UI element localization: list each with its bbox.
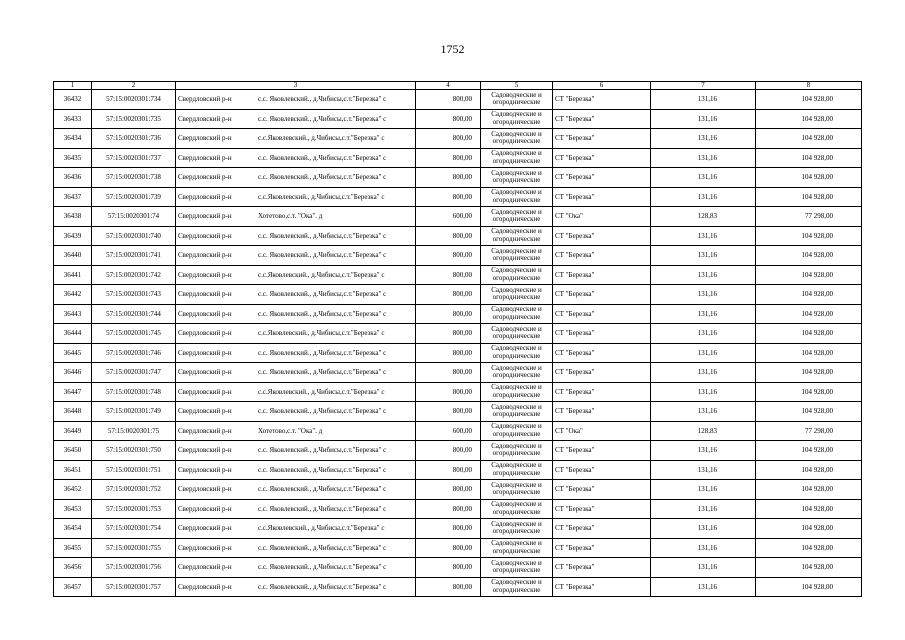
district-text: Свердловский р-н	[178, 153, 232, 162]
area-cell: 800,00	[416, 304, 481, 324]
land-use-cell: Садоводческие и огороднические	[481, 148, 553, 168]
organization-cell: СТ "Березка"	[553, 324, 651, 344]
land-use-cell: Садоводческие и огороднические	[481, 499, 553, 519]
row-number-cell: 36453	[54, 499, 92, 519]
organization-cell: СТ "Березка"	[553, 402, 651, 422]
organization-cell: СТ "Ока"	[553, 207, 651, 227]
table-row	[54, 499, 862, 519]
locality-text: с.с. Яковлевский., д.Чибисы,с.т."Березка" с	[258, 543, 387, 552]
unit-price-cell: 131,16	[651, 304, 756, 324]
area-cell: 800,00	[416, 363, 481, 383]
table-row	[54, 246, 862, 266]
address-cell	[176, 324, 416, 344]
district-text: Свердловский р-н	[178, 270, 232, 279]
table-row	[54, 168, 862, 188]
area-cell: 800,00	[416, 226, 481, 246]
address-cell	[176, 207, 416, 227]
cadastral-number-cell: 57:15:0020301:742	[92, 265, 176, 285]
unit-price-cell: 131,16	[651, 519, 756, 539]
land-use-cell: Садоводческие и огороднические	[481, 109, 553, 129]
cadastral-number-cell: 57:15:0020301:754	[92, 519, 176, 539]
organization-cell: СТ "Березка"	[553, 519, 651, 539]
district-text: Свердловский р-н	[178, 504, 232, 513]
cadastral-value-cell: 104 928,00	[756, 343, 862, 363]
table-row	[54, 519, 862, 539]
row-number-cell: 36456	[54, 558, 92, 578]
district-text: Свердловский р-н	[178, 192, 232, 201]
table-row	[54, 558, 862, 578]
cadastral-number-cell: 57:15:0020301:734	[92, 90, 176, 110]
cadastral-value-cell: 104 928,00	[756, 148, 862, 168]
table-body	[54, 90, 862, 597]
table-row	[54, 460, 862, 480]
address-cell	[176, 109, 416, 129]
area-cell: 800,00	[416, 148, 481, 168]
locality-text: с.с. Яковлевский., д.Чибисы,с.т."Березка" с	[258, 563, 387, 572]
district-text: Свердловский р-н	[178, 290, 232, 299]
address-cell	[176, 363, 416, 383]
land-use-cell: Садоводческие и огороднические	[481, 577, 553, 597]
column-header: 1	[54, 82, 92, 90]
locality-text: с.с. Яковлевский., д.Чибисы,с.т."Березка" с	[258, 153, 387, 162]
row-number-cell: 36438	[54, 207, 92, 227]
land-use-cell: Садоводческие и огороднические	[481, 285, 553, 305]
cadastral-number-cell: 57:15:0020301:74	[92, 207, 176, 227]
locality-text: с.с. Яковлевский., д.Чибисы,с.т."Березка" с	[258, 504, 387, 513]
row-number-cell: 36447	[54, 382, 92, 402]
row-number-cell: 36437	[54, 187, 92, 207]
area-cell: 800,00	[416, 285, 481, 305]
cadastral-value-cell: 104 928,00	[756, 460, 862, 480]
unit-price-cell: 131,16	[651, 129, 756, 149]
area-cell: 800,00	[416, 402, 481, 422]
land-use-cell: Садоводческие и огороднические	[481, 343, 553, 363]
unit-price-cell: 131,16	[651, 538, 756, 558]
row-number-cell: 36457	[54, 577, 92, 597]
organization-cell: СТ "Березка"	[553, 109, 651, 129]
organization-cell: СТ "Березка"	[553, 382, 651, 402]
locality-text: с.с. Яковлевский., д.Чибисы,с.т."Березка" с	[258, 582, 387, 591]
unit-price-cell: 131,16	[651, 285, 756, 305]
row-number-cell: 36448	[54, 402, 92, 422]
cadastral-value-cell: 104 928,00	[756, 499, 862, 519]
organization-cell: СТ "Березка"	[553, 558, 651, 578]
district-text: Свердловский р-н	[178, 329, 232, 338]
table-row	[54, 129, 862, 149]
area-cell: 800,00	[416, 382, 481, 402]
land-use-cell: Садоводческие и огороднические	[481, 207, 553, 227]
land-use-cell: Садоводческие и огороднические	[481, 129, 553, 149]
unit-price-cell: 131,16	[651, 324, 756, 344]
row-number-cell: 36454	[54, 519, 92, 539]
area-cell: 800,00	[416, 460, 481, 480]
row-number-cell: 36446	[54, 363, 92, 383]
locality-text: с.с. Яковлевский., д.Чибисы,с.т."Березка" с	[258, 114, 387, 123]
land-use-cell: Садоводческие и огороднические	[481, 460, 553, 480]
land-use-cell: Садоводческие и огороднические	[481, 402, 553, 422]
organization-cell: СТ "Березка"	[553, 187, 651, 207]
unit-price-cell: 131,16	[651, 187, 756, 207]
table-row	[54, 343, 862, 363]
cadastral-number-cell: 57:15:0020301:75	[92, 421, 176, 441]
cadastral-value-cell: 104 928,00	[756, 265, 862, 285]
organization-cell: СТ "Березка"	[553, 441, 651, 461]
district-text: Свердловский р-н	[178, 426, 232, 435]
district-text: Свердловский р-н	[178, 231, 232, 240]
column-number-row	[54, 82, 862, 90]
area-cell: 800,00	[416, 441, 481, 461]
land-use-cell: Садоводческие и огороднические	[481, 421, 553, 441]
address-cell	[176, 480, 416, 500]
unit-price-cell: 131,16	[651, 441, 756, 461]
table-row	[54, 480, 862, 500]
locality-text: с.с.Яковлевский., д.Чибисы,с.т."Березка" с	[258, 192, 385, 201]
locality-text: с.с. Яковлевский., д.Чибисы,с.т."Березка" с	[258, 290, 387, 299]
address-cell	[176, 441, 416, 461]
address-cell	[176, 90, 416, 110]
organization-cell: СТ "Березка"	[553, 460, 651, 480]
row-number-cell: 36436	[54, 168, 92, 188]
cadastral-value-cell: 104 928,00	[756, 324, 862, 344]
district-text: Свердловский р-н	[178, 407, 232, 416]
unit-price-cell: 128,83	[651, 421, 756, 441]
organization-cell: СТ "Березка"	[553, 577, 651, 597]
organization-cell: СТ "Березка"	[553, 363, 651, 383]
organization-cell: СТ "Березка"	[553, 129, 651, 149]
locality-text: с.с. Яковлевский., д.Чибисы,с.т."Березка" с	[258, 309, 387, 318]
land-use-cell: Садоводческие и огороднические	[481, 90, 553, 110]
row-number-cell: 36443	[54, 304, 92, 324]
address-cell	[176, 343, 416, 363]
address-cell	[176, 577, 416, 597]
cadastral-number-cell: 57:15:0020301:746	[92, 343, 176, 363]
unit-price-cell: 131,16	[651, 226, 756, 246]
address-cell	[176, 304, 416, 324]
locality-text: с.с. Яковлевский., д.Чибисы,с.т."Березка" с	[258, 407, 387, 416]
unit-price-cell: 131,16	[651, 558, 756, 578]
column-header: 3	[176, 82, 416, 90]
cadastral-number-cell: 57:15:0020301:757	[92, 577, 176, 597]
address-cell	[176, 499, 416, 519]
address-cell	[176, 129, 416, 149]
address-cell	[176, 519, 416, 539]
row-number-cell: 36444	[54, 324, 92, 344]
unit-price-cell: 131,16	[651, 148, 756, 168]
table-row	[54, 538, 862, 558]
column-header: 8	[756, 82, 862, 90]
table-row	[54, 324, 862, 344]
table-row	[54, 577, 862, 597]
cadastral-number-cell: 57:15:0020301:740	[92, 226, 176, 246]
district-text: Свердловский р-н	[178, 134, 232, 143]
cadastral-value-cell: 104 928,00	[756, 441, 862, 461]
table-row	[54, 187, 862, 207]
cadastral-value-cell: 104 928,00	[756, 402, 862, 422]
locality-text: с.с. Яковлевский., д.Чибисы,с.т."Березка" с	[258, 368, 387, 377]
page-number: 1752	[440, 42, 465, 56]
cadastral-value-cell: 104 928,00	[756, 285, 862, 305]
area-cell: 800,00	[416, 558, 481, 578]
district-text: Свердловский р-н	[178, 173, 232, 182]
land-use-cell: Садоводческие и огороднические	[481, 363, 553, 383]
row-number-cell: 36451	[54, 460, 92, 480]
locality-text: с.с.Яковлевский., д.Чибисы,с.т."Березка" с	[258, 524, 385, 533]
address-cell	[176, 246, 416, 266]
district-text: Свердловский р-н	[178, 387, 232, 396]
address-cell	[176, 402, 416, 422]
area-cell: 800,00	[416, 109, 481, 129]
cadastral-value-cell: 77 298,00	[756, 207, 862, 227]
area-cell: 600,00	[416, 207, 481, 227]
cadastral-value-cell: 104 928,00	[756, 558, 862, 578]
land-use-cell: Садоводческие и огороднические	[481, 441, 553, 461]
locality-text: с.с. Яковлевский., д.Чибисы,с.т."Березка" с	[258, 348, 387, 357]
cadastral-value-cell: 104 928,00	[756, 382, 862, 402]
locality-text: с.с.Яковлевский., д.Чибисы,с.т."Березка" с	[258, 329, 385, 338]
cadastral-value-cell: 104 928,00	[756, 129, 862, 149]
column-header: 2	[92, 82, 176, 90]
district-text: Свердловский р-н	[178, 543, 232, 552]
cadastral-value-cell: 104 928,00	[756, 109, 862, 129]
area-cell: 800,00	[416, 90, 481, 110]
table-row	[54, 226, 862, 246]
locality-text: с.с. Яковлевский., д.Чибисы,с.т."Березка" с	[258, 95, 387, 104]
cadastral-value-cell: 104 928,00	[756, 363, 862, 383]
table-row	[54, 109, 862, 129]
column-header: 4	[416, 82, 481, 90]
district-text: Свердловский р-н	[178, 524, 232, 533]
cadastral-number-cell: 57:15:0020301:735	[92, 109, 176, 129]
cadastral-value-cell: 104 928,00	[756, 538, 862, 558]
area-cell: 800,00	[416, 577, 481, 597]
locality-text: с.с.Яковлевский., д.Чибисы,с.т."Березка" с	[258, 270, 385, 279]
row-number-cell: 36432	[54, 90, 92, 110]
cadastral-value-cell: 104 928,00	[756, 187, 862, 207]
area-cell: 600,00	[416, 421, 481, 441]
area-cell: 800,00	[416, 480, 481, 500]
land-use-cell: Садоводческие и огороднические	[481, 226, 553, 246]
table-row	[54, 90, 862, 110]
address-cell	[176, 460, 416, 480]
organization-cell: СТ "Березка"	[553, 265, 651, 285]
land-register-table	[53, 81, 862, 597]
land-use-cell: Садоводческие и огороднические	[481, 168, 553, 188]
row-number-cell: 36455	[54, 538, 92, 558]
organization-cell: СТ "Березка"	[553, 148, 651, 168]
cadastral-number-cell: 57:15:0020301:744	[92, 304, 176, 324]
row-number-cell: 36442	[54, 285, 92, 305]
table-row	[54, 265, 862, 285]
cadastral-number-cell: 57:15:0020301:750	[92, 441, 176, 461]
cadastral-value-cell: 104 928,00	[756, 90, 862, 110]
address-cell	[176, 558, 416, 578]
locality-text: с.с. Яковлевский., д.Чибисы,с.т."Березка" с	[258, 231, 387, 240]
row-number-cell: 36440	[54, 246, 92, 266]
district-text: Свердловский р-н	[178, 212, 232, 221]
table-row	[54, 363, 862, 383]
column-header: 5	[481, 82, 553, 90]
unit-price-cell: 131,16	[651, 109, 756, 129]
unit-price-cell: 131,16	[651, 246, 756, 266]
district-text: Свердловский р-н	[178, 95, 232, 104]
row-number-cell: 36441	[54, 265, 92, 285]
area-cell: 800,00	[416, 129, 481, 149]
cadastral-number-cell: 57:15:0020301:739	[92, 187, 176, 207]
table-row	[54, 285, 862, 305]
cadastral-number-cell: 57:15:0020301:756	[92, 558, 176, 578]
cadastral-number-cell: 57:15:0020301:745	[92, 324, 176, 344]
area-cell: 800,00	[416, 343, 481, 363]
organization-cell: СТ "Березка"	[553, 168, 651, 188]
address-cell	[176, 538, 416, 558]
address-cell	[176, 382, 416, 402]
cadastral-number-cell: 57:15:0020301:753	[92, 499, 176, 519]
table-row	[54, 382, 862, 402]
area-cell: 800,00	[416, 265, 481, 285]
cadastral-number-cell: 57:15:0020301:755	[92, 538, 176, 558]
locality-text: с.с.Яковлевский., д.Чибисы,с.т."Березка" с	[258, 387, 385, 396]
district-text: Свердловский р-н	[178, 368, 232, 377]
unit-price-cell: 131,16	[651, 265, 756, 285]
district-text: Свердловский р-н	[178, 563, 232, 572]
area-cell: 800,00	[416, 168, 481, 188]
address-cell	[176, 421, 416, 441]
land-use-cell: Садоводческие и огороднические	[481, 382, 553, 402]
unit-price-cell: 131,16	[651, 577, 756, 597]
cadastral-value-cell: 104 928,00	[756, 226, 862, 246]
unit-price-cell: 131,16	[651, 402, 756, 422]
district-text: Свердловский р-н	[178, 446, 232, 455]
cadastral-number-cell: 57:15:0020301:736	[92, 129, 176, 149]
locality-text: с.с. Яковлевский., д.Чибисы,с.т."Березка" с	[258, 485, 387, 494]
unit-price-cell: 131,16	[651, 460, 756, 480]
locality-text: с.с. Яковлевский., д.Чибисы,с.т."Березка" с	[258, 173, 387, 182]
district-text: Свердловский р-н	[178, 465, 232, 474]
unit-price-cell: 131,16	[651, 90, 756, 110]
table-row	[54, 304, 862, 324]
table-row	[54, 402, 862, 422]
unit-price-cell: 131,16	[651, 343, 756, 363]
land-use-cell: Садоводческие и огороднические	[481, 265, 553, 285]
district-text: Свердловский р-н	[178, 114, 232, 123]
cadastral-number-cell: 57:15:0020301:741	[92, 246, 176, 266]
cadastral-value-cell: 104 928,00	[756, 246, 862, 266]
area-cell: 800,00	[416, 187, 481, 207]
cadastral-value-cell: 104 928,00	[756, 168, 862, 188]
area-cell: 800,00	[416, 246, 481, 266]
cadastral-number-cell: 57:15:0020301:752	[92, 480, 176, 500]
address-cell	[176, 285, 416, 305]
locality-text: с.с. Яковлевский., д.Чибисы,с.т."Березка" с	[258, 465, 387, 474]
locality-text: Хотетово,с.т. "Ока". д	[258, 426, 323, 435]
district-text: Свердловский р-н	[178, 582, 232, 591]
row-number-cell: 36435	[54, 148, 92, 168]
area-cell: 800,00	[416, 499, 481, 519]
cadastral-value-cell: 104 928,00	[756, 577, 862, 597]
organization-cell: СТ "Березка"	[553, 538, 651, 558]
address-cell	[176, 265, 416, 285]
cadastral-number-cell: 57:15:0020301:737	[92, 148, 176, 168]
locality-text: с.с. Яковлевский., д.Чибисы,с.т."Березка" с	[258, 446, 387, 455]
cadastral-value-cell: 77 298,00	[756, 421, 862, 441]
locality-text: с.с.Яковлевский., д.Чибисы,с.т."Березка" с	[258, 134, 385, 143]
unit-price-cell: 131,16	[651, 480, 756, 500]
land-use-cell: Садоводческие и огороднические	[481, 519, 553, 539]
address-cell	[176, 168, 416, 188]
land-use-cell: Садоводческие и огороднические	[481, 480, 553, 500]
cadastral-value-cell: 104 928,00	[756, 304, 862, 324]
locality-text: Хотетово,с.т. "Ока". д	[258, 212, 323, 221]
row-number-cell: 36449	[54, 421, 92, 441]
cadastral-number-cell: 57:15:0020301:738	[92, 168, 176, 188]
table-row	[54, 207, 862, 227]
organization-cell: СТ "Березка"	[553, 480, 651, 500]
unit-price-cell: 131,16	[651, 499, 756, 519]
organization-cell: СТ "Березка"	[553, 285, 651, 305]
organization-cell: СТ "Березка"	[553, 343, 651, 363]
area-cell: 800,00	[416, 324, 481, 344]
organization-cell: СТ "Березка"	[553, 226, 651, 246]
unit-price-cell: 128,83	[651, 207, 756, 227]
address-cell	[176, 187, 416, 207]
address-cell	[176, 226, 416, 246]
unit-price-cell: 131,16	[651, 168, 756, 188]
organization-cell: СТ "Ока"	[553, 421, 651, 441]
table-row	[54, 421, 862, 441]
column-header: 7	[651, 82, 756, 90]
organization-cell: СТ "Березка"	[553, 304, 651, 324]
district-text: Свердловский р-н	[178, 251, 232, 260]
row-number-cell: 36439	[54, 226, 92, 246]
cadastral-value-cell: 104 928,00	[756, 519, 862, 539]
land-use-cell: Садоводческие и огороднические	[481, 304, 553, 324]
district-text: Свердловский р-н	[178, 309, 232, 318]
row-number-cell: 36450	[54, 441, 92, 461]
row-number-cell: 36433	[54, 109, 92, 129]
land-use-cell: Садоводческие и огороднические	[481, 324, 553, 344]
district-text: Свердловский р-н	[178, 485, 232, 494]
cadastral-value-cell: 104 928,00	[756, 480, 862, 500]
row-number-cell: 36445	[54, 343, 92, 363]
address-cell	[176, 148, 416, 168]
column-header: 6	[553, 82, 651, 90]
table-row	[54, 441, 862, 461]
organization-cell: СТ "Березка"	[553, 499, 651, 519]
area-cell: 800,00	[416, 519, 481, 539]
area-cell: 800,00	[416, 538, 481, 558]
row-number-cell: 36452	[54, 480, 92, 500]
land-use-cell: Садоводческие и огороднические	[481, 558, 553, 578]
land-use-cell: Садоводческие и огороднические	[481, 187, 553, 207]
cadastral-number-cell: 57:15:0020301:751	[92, 460, 176, 480]
land-use-cell: Садоводческие и огороднические	[481, 246, 553, 266]
cadastral-number-cell: 57:15:0020301:748	[92, 382, 176, 402]
unit-price-cell: 131,16	[651, 363, 756, 383]
unit-price-cell: 131,16	[651, 382, 756, 402]
row-number-cell: 36434	[54, 129, 92, 149]
table-row	[54, 148, 862, 168]
cadastral-number-cell: 57:15:0020301:743	[92, 285, 176, 305]
organization-cell: СТ "Березка"	[553, 246, 651, 266]
locality-text: с.с. Яковлевский., д.Чибисы,с.т."Березка" с	[258, 251, 387, 260]
organization-cell: СТ "Березка"	[553, 90, 651, 110]
district-text: Свердловский р-н	[178, 348, 232, 357]
land-use-cell: Садоводческие и огороднические	[481, 538, 553, 558]
cadastral-number-cell: 57:15:0020301:747	[92, 363, 176, 383]
cadastral-number-cell: 57:15:0020301:749	[92, 402, 176, 422]
